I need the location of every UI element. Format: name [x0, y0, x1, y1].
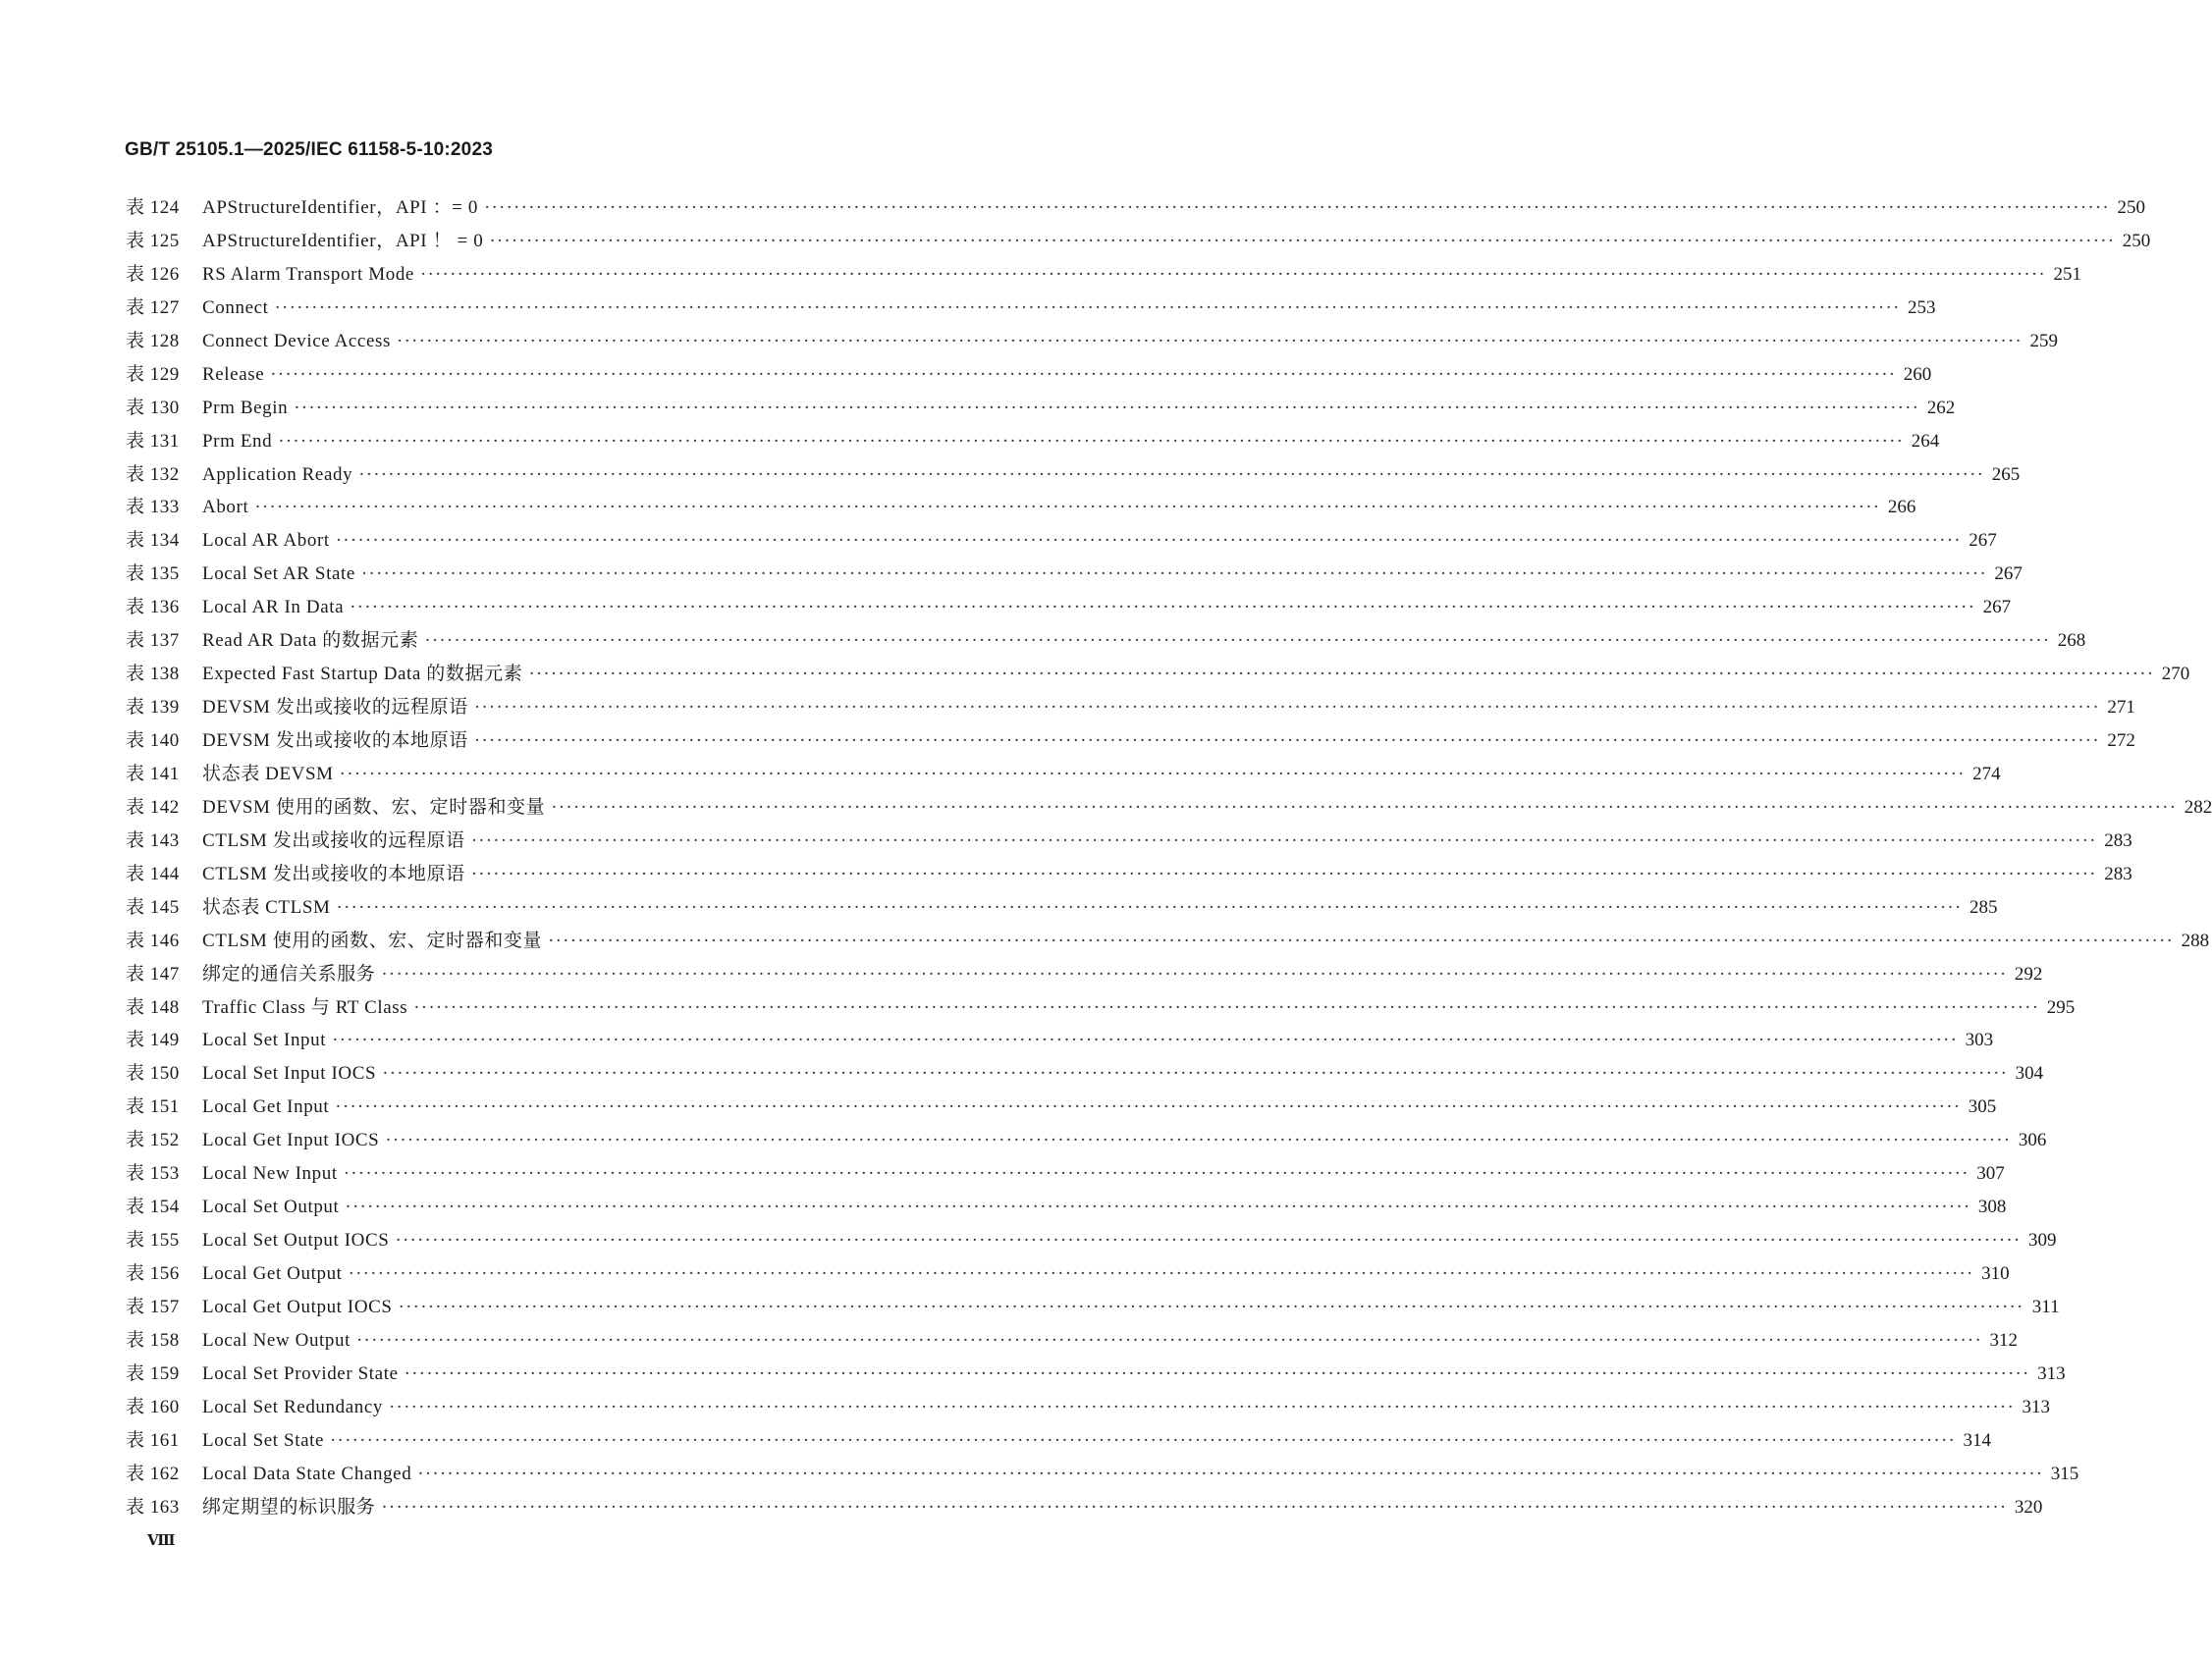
dot-leader: ···························································································································································································································· [254, 497, 1881, 518]
dot-leader: ···························································································································································································································· [528, 664, 2155, 685]
toc-entry-label: 表 135 [126, 563, 180, 585]
toc-entry-title: Application Ready [202, 463, 353, 485]
toc-entry[interactable] [126, 1091, 1997, 1124]
toc-entry-page: 308 [1977, 1197, 2007, 1218]
document-header: GB/T 25105.1—2025/IEC 61158-5-10:2023 [125, 139, 493, 160]
table-of-tables [126, 191, 2212, 1524]
toc-entry-page: 268 [2057, 630, 2086, 652]
toc-entry-label: 表 154 [126, 1197, 180, 1218]
toc-entry-title: Local Get Output [202, 1263, 343, 1284]
toc-entry-page: 283 [2104, 863, 2132, 884]
toc-entry[interactable] [126, 691, 2135, 724]
toc-entry[interactable] [126, 1257, 2010, 1291]
toc-entry-title: CTLSM 发出或接收的本地原语 [202, 863, 465, 884]
toc-entry-title: DEVSM 发出或接收的本地原语 [202, 730, 468, 751]
toc-entry-label: 表 145 [126, 896, 180, 918]
dot-leader: ···························································································································································································································· [389, 1396, 2015, 1417]
toc-entry-title: 绑定的通信关系服务 [202, 963, 376, 985]
toc-entry-title: Local New Output [202, 1329, 351, 1351]
toc-entry-label: 表 133 [126, 497, 180, 518]
toc-entry-page: 250 [2117, 197, 2145, 218]
toc-entry[interactable] [126, 191, 2145, 225]
toc-entry-title: 绑定期望的标识服务 [202, 1496, 376, 1518]
toc-entry-page: 267 [1994, 563, 2023, 585]
toc-entry-title: DEVSM 使用的函数、宏、定时器和变量 [202, 796, 546, 818]
toc-entry-title: 状态表 CTLSM [202, 896, 331, 918]
toc-entry[interactable] [126, 724, 2135, 758]
toc-entry-title: Prm Begin [202, 397, 289, 418]
dot-leader: ···························································································································································································································· [470, 863, 2097, 884]
dot-leader: ···························································································································································································································· [360, 563, 1987, 585]
toc-entry-page: 253 [1908, 296, 1936, 318]
dot-leader: ···························································································································································································································· [419, 263, 2046, 285]
toc-entry-title: Local Data State Changed [202, 1463, 412, 1484]
toc-entry[interactable] [126, 1157, 2005, 1191]
toc-entry[interactable] [126, 958, 2043, 991]
toc-entry-label: 表 130 [126, 397, 180, 418]
toc-entry-page: 272 [2107, 730, 2135, 751]
dot-leader: ···························································································································································································································· [381, 1496, 2008, 1518]
dot-leader: ···························································································································································································································· [404, 1362, 2030, 1384]
dot-leader: ···························································································································································································································· [348, 1263, 1974, 1284]
toc-entry-title: Local New Input [202, 1163, 338, 1185]
toc-entry-page: 307 [1976, 1163, 2005, 1185]
toc-entry-label: 表 124 [126, 197, 180, 218]
toc-entry-title: 状态表 DEVSM [202, 763, 334, 784]
toc-entry-page: 283 [2104, 829, 2132, 851]
toc-entry-label: 表 140 [126, 730, 180, 751]
toc-entry-label: 表 127 [126, 296, 180, 318]
toc-entry-label: 表 147 [126, 963, 180, 985]
toc-entry-label: 表 138 [126, 664, 180, 685]
dot-leader: ···························································································································································································································· [274, 296, 1901, 318]
toc-entry-label: 表 159 [126, 1362, 180, 1384]
toc-entry-label: 表 158 [126, 1329, 180, 1351]
toc-entry-title: RS Alarm Transport Mode [202, 263, 414, 285]
dot-leader: ···························································································································································································································· [473, 730, 2100, 751]
toc-entry-title: Local AR Abort [202, 530, 330, 552]
toc-entry-label: 表 149 [126, 1030, 180, 1051]
toc-entry-page: 264 [1911, 430, 1940, 452]
dot-leader: ···························································································································································································································· [381, 963, 2008, 985]
toc-entry-label: 表 131 [126, 430, 180, 452]
toc-entry-label: 表 142 [126, 796, 180, 818]
toc-entry[interactable] [126, 1224, 2057, 1257]
toc-entry-label: 表 144 [126, 863, 180, 884]
toc-entry[interactable] [126, 1191, 2007, 1224]
toc-entry-page: 292 [2014, 963, 2043, 985]
toc-entry-title: Local Set Provider State [202, 1362, 399, 1384]
dot-leader: ···························································································································································································································· [343, 1163, 1969, 1185]
dot-leader: ···························································································································································································································· [385, 1130, 2012, 1151]
toc-entry-page: 270 [2161, 664, 2190, 685]
dot-leader: ···························································································································································································································· [417, 1463, 2044, 1484]
toc-entry[interactable] [126, 1358, 2066, 1391]
toc-entry-title: Local Set AR State [202, 563, 355, 585]
toc-entry[interactable] [126, 925, 2210, 958]
toc-entry-title: Abort [202, 497, 249, 518]
toc-entry-label: 表 128 [126, 330, 180, 351]
toc-entry-page: 320 [2014, 1496, 2043, 1518]
toc-entry-page: 285 [1969, 896, 1998, 918]
toc-entry-label: 表 125 [126, 230, 180, 251]
toc-entry-page: 314 [1963, 1429, 1992, 1451]
dot-leader: ···························································································································································································································· [551, 796, 2178, 818]
toc-entry-page: 311 [2031, 1296, 2060, 1317]
toc-entry-page: 260 [1903, 363, 1932, 385]
toc-entry-label: 表 157 [126, 1296, 180, 1317]
toc-entry[interactable] [126, 1491, 2043, 1524]
dot-leader: ···························································································································································································································· [270, 363, 1897, 385]
toc-entry-title: Local Set Input IOCS [202, 1063, 377, 1085]
toc-entry-title: Read AR Data 的数据元素 [202, 630, 419, 652]
toc-entry-title: Connect [202, 296, 269, 318]
toc-entry-title: APStructureIdentifier，API ！ = 0 [202, 230, 484, 251]
toc-entry-page: 306 [2018, 1130, 2047, 1151]
toc-entry-label: 表 132 [126, 463, 180, 485]
toc-entry-page: 315 [2050, 1463, 2079, 1484]
dot-leader: ···························································································································································································································· [396, 330, 2023, 351]
toc-entry-page: 259 [2029, 330, 2058, 351]
toc-entry-page: 271 [2107, 697, 2135, 719]
toc-entry-label: 表 148 [126, 996, 180, 1018]
toc-entry[interactable] [126, 1291, 2060, 1324]
toc-entry-title: Local Set Input [202, 1030, 327, 1051]
dot-leader: ···························································································································································································································· [336, 896, 1963, 918]
toc-entry-page: 295 [2046, 996, 2076, 1018]
toc-entry[interactable] [126, 1024, 1994, 1057]
toc-entry[interactable] [126, 1391, 2050, 1424]
toc-entry-page: 282 [2184, 796, 2212, 818]
dot-leader: ···························································································································································································································· [294, 397, 1920, 418]
toc-entry-page: 266 [1887, 497, 1916, 518]
toc-entry-label: 表 152 [126, 1130, 180, 1151]
toc-entry-page: 310 [1981, 1263, 2010, 1284]
dot-leader: ···························································································································································································································· [395, 1230, 2022, 1252]
dot-leader: ···························································································································································································································· [483, 197, 2110, 218]
dot-leader: ···························································································································································································································· [470, 829, 2097, 851]
toc-entry-page: 267 [1982, 597, 2012, 618]
toc-entry-page: 274 [1972, 763, 2001, 784]
toc-entry[interactable] [126, 524, 1997, 558]
toc-entry-page: 267 [1969, 530, 1997, 552]
toc-entry-page: 312 [1989, 1329, 2018, 1351]
toc-entry-label: 表 126 [126, 263, 180, 285]
toc-entry[interactable] [126, 825, 2132, 858]
toc-entry[interactable] [126, 858, 2132, 891]
toc-entry[interactable] [126, 758, 2001, 791]
toc-entry-page: 288 [2181, 930, 2210, 951]
toc-entry-title: Local Get Input IOCS [202, 1130, 380, 1151]
toc-entry-title: Expected Fast Startup Data 的数据元素 [202, 664, 523, 685]
toc-entry-page: 251 [2053, 263, 2081, 285]
toc-entry[interactable] [126, 258, 2081, 292]
toc-entry-label: 表 156 [126, 1263, 180, 1284]
toc-entry[interactable] [126, 1124, 2047, 1157]
toc-entry[interactable] [126, 791, 2212, 825]
toc-entry-title: CTLSM 发出或接收的远程原语 [202, 829, 465, 851]
toc-entry[interactable] [126, 358, 1932, 392]
toc-entry-label: 表 134 [126, 530, 180, 552]
dot-leader: ···························································································································································································································· [278, 430, 1905, 452]
dot-leader: ···························································································································································································································· [424, 630, 2051, 652]
toc-entry-page: 303 [1965, 1030, 1994, 1051]
toc-entry[interactable] [126, 325, 2058, 358]
toc-entry-label: 表 137 [126, 630, 180, 652]
toc-entry[interactable] [126, 292, 1936, 325]
toc-entry-label: 表 160 [126, 1396, 180, 1417]
toc-entry[interactable] [126, 891, 1998, 925]
dot-leader: ···························································································································································································································· [335, 530, 1962, 552]
toc-entry-label: 表 150 [126, 1063, 180, 1085]
toc-entry-page: 265 [1991, 463, 2021, 485]
toc-entry[interactable] [126, 1424, 1992, 1458]
dot-leader: ···························································································································································································································· [398, 1296, 2024, 1317]
toc-entry-title: Local Set Output [202, 1197, 340, 1218]
dot-leader: ···························································································································································································································· [358, 463, 1985, 485]
toc-entry-page: 309 [2027, 1230, 2057, 1252]
toc-entry-label: 表 162 [126, 1463, 180, 1484]
toc-entry-title: DEVSM 发出或接收的远程原语 [202, 697, 468, 719]
toc-entry-title: Local AR In Data [202, 597, 345, 618]
toc-entry-label: 表 136 [126, 597, 180, 618]
toc-entry-title: Prm End [202, 430, 273, 452]
toc-entry[interactable] [126, 1458, 2079, 1491]
toc-entry-title: Connect Device Access [202, 330, 391, 351]
toc-entry-title: APStructureIdentifier，API ：= 0 [202, 197, 478, 218]
toc-entry-page: 313 [2022, 1396, 2050, 1417]
toc-entry-label: 表 139 [126, 697, 180, 719]
toc-entry[interactable] [126, 458, 2021, 492]
toc-entry-label: 表 161 [126, 1429, 180, 1451]
toc-entry[interactable] [126, 558, 2023, 591]
toc-entry[interactable] [126, 1057, 2044, 1091]
toc-entry-label: 表 146 [126, 930, 180, 951]
toc-entry[interactable] [126, 624, 2086, 658]
dot-leader: ···························································································································································································································· [548, 930, 2175, 951]
dot-leader: ···························································································································································································································· [489, 230, 2116, 251]
toc-entry-label: 表 153 [126, 1163, 180, 1185]
toc-entry[interactable] [126, 491, 1916, 524]
toc-entry-title: Release [202, 363, 265, 385]
toc-entry[interactable] [126, 392, 1956, 425]
toc-entry-label: 表 163 [126, 1496, 180, 1518]
toc-entry-title: Local Set Redundancy [202, 1396, 384, 1417]
dot-leader: ···························································································································································································································· [339, 763, 1966, 784]
page-number: Ⅷ [147, 1533, 176, 1549]
toc-entry-label: 表 151 [126, 1096, 180, 1118]
toc-entry-page: 313 [2037, 1362, 2066, 1384]
dot-leader: ···························································································································································································································· [330, 1429, 1957, 1451]
dot-leader: ···························································································································································································································· [473, 697, 2100, 719]
toc-entry-page: 304 [2015, 1063, 2044, 1085]
toc-entry-page: 305 [1968, 1096, 1997, 1118]
toc-entry[interactable] [126, 425, 1940, 458]
toc-entry-title: Local Set State [202, 1429, 325, 1451]
dot-leader: ···························································································································································································································· [335, 1096, 1962, 1118]
toc-entry[interactable] [126, 1324, 2018, 1358]
dot-leader: ···························································································································································································································· [345, 1197, 1971, 1218]
toc-entry[interactable] [126, 225, 2151, 258]
toc-entry-label: 表 155 [126, 1230, 180, 1252]
toc-entry-title: Local Get Input [202, 1096, 330, 1118]
toc-entry-label: 表 129 [126, 363, 180, 385]
toc-entry-label: 表 143 [126, 829, 180, 851]
toc-entry-title: Traffic Class 与 RT Class [202, 996, 408, 1018]
dot-leader: ···························································································································································································································· [332, 1030, 1959, 1051]
dot-leader: ···························································································································································································································· [413, 996, 2040, 1018]
dot-leader: ···························································································································································································································· [356, 1329, 1982, 1351]
toc-entry-page: 250 [2122, 230, 2151, 251]
dot-leader: ···························································································································································································································· [382, 1063, 2009, 1085]
dot-leader: ···························································································································································································································· [350, 597, 1976, 618]
toc-entry[interactable] [126, 591, 2012, 624]
toc-entry[interactable] [126, 991, 2076, 1025]
toc-entry-page: 262 [1926, 397, 1956, 418]
toc-entry[interactable] [126, 658, 2190, 691]
toc-entry-label: 表 141 [126, 763, 180, 784]
toc-entry-title: Local Get Output IOCS [202, 1296, 393, 1317]
toc-entry-title: Local Set Output IOCS [202, 1230, 390, 1252]
toc-entry-title: CTLSM 使用的函数、宏、定时器和变量 [202, 930, 543, 951]
